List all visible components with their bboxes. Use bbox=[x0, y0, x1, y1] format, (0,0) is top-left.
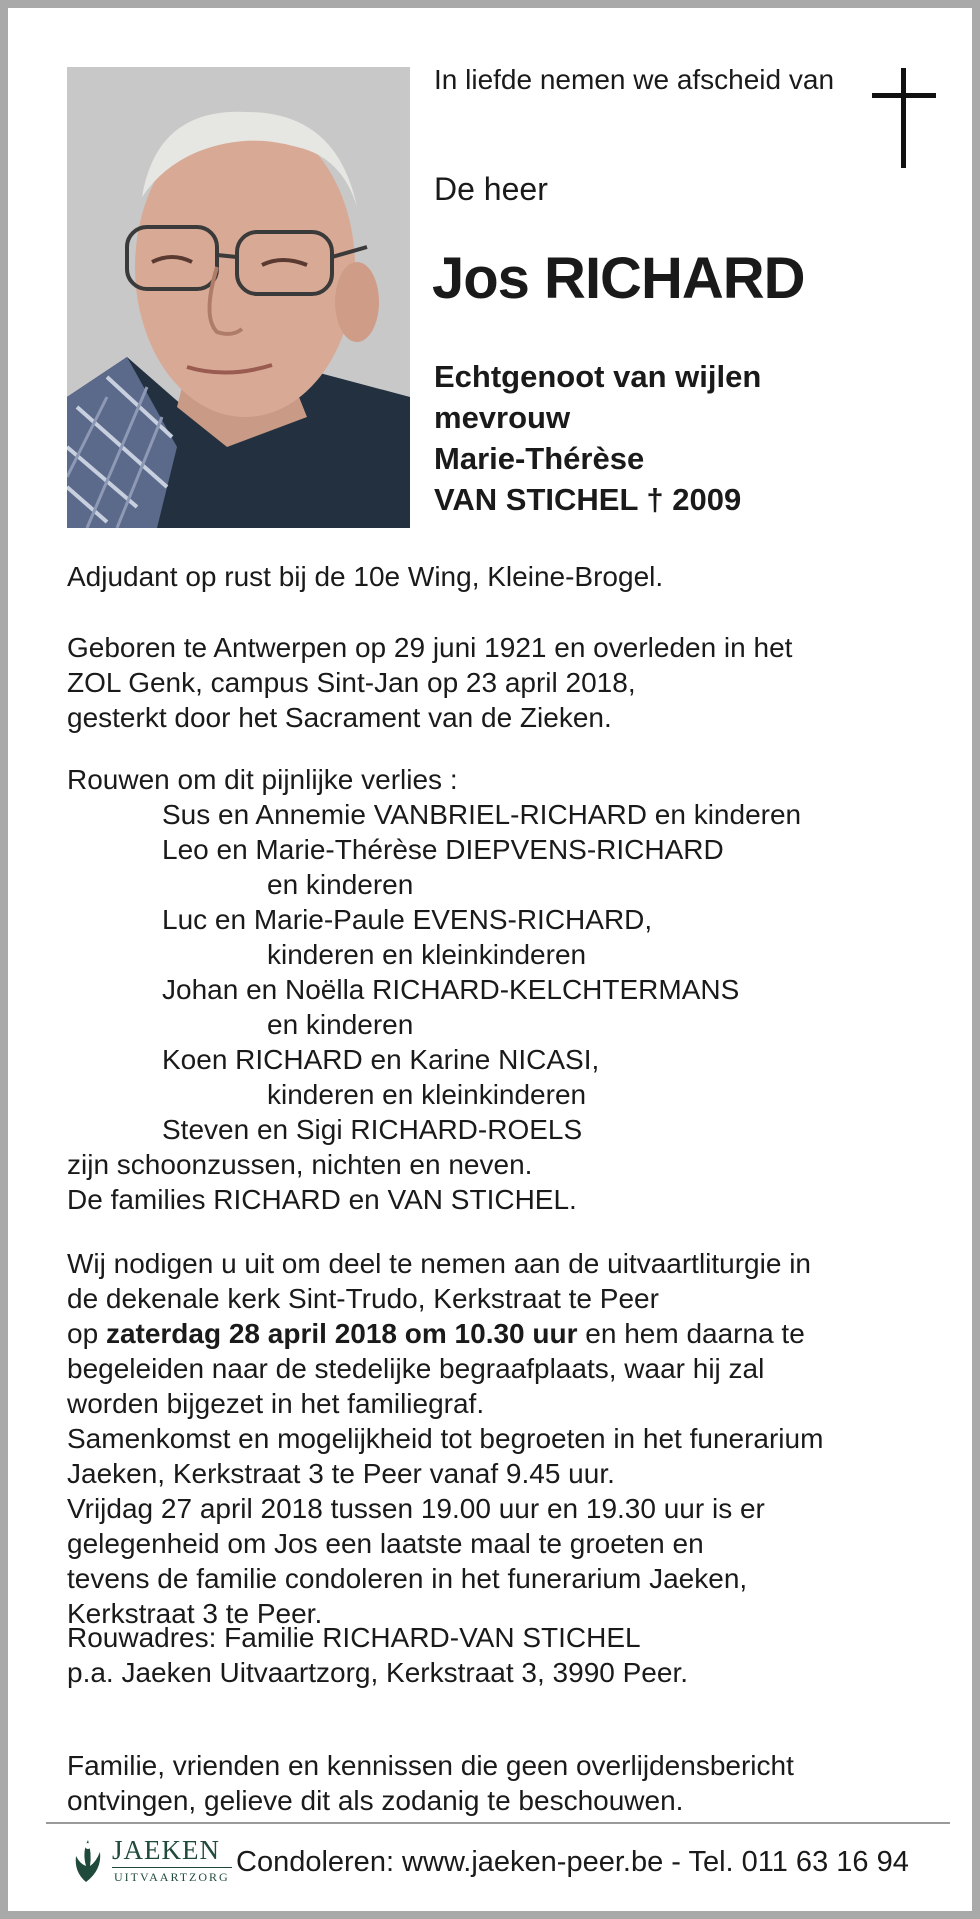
logo-subtitle: UITVAARTZORG bbox=[114, 1870, 230, 1884]
text-line: worden bijgezet in het familiegraf. bbox=[67, 1388, 485, 1419]
text-line: ontvingen, gelieve dit als zodanig te beschouwen. bbox=[67, 1785, 684, 1816]
spouse-line: Marie-Thérèse bbox=[434, 441, 645, 476]
text-line: Samenkomst en mogelijkheid tot begroeten in het funerarium bbox=[67, 1423, 824, 1454]
text-line: Vrijdag 27 april 2018 tussen 19.00 uur en 19.30 uur is er bbox=[67, 1493, 765, 1524]
mourner-closing: De families RICHARD en VAN STICHEL. bbox=[67, 1184, 577, 1215]
closing-note bbox=[67, 1748, 947, 1818]
text-line: begeleiden naar de stedelijke begraafplaats, waar hij zal bbox=[67, 1353, 765, 1384]
intro-text: In liefde nemen we afscheid van bbox=[434, 64, 835, 95]
salutation: De heer bbox=[434, 171, 548, 207]
deceased-name: Jos RICHARD bbox=[432, 246, 805, 311]
text-line: Rouwadres: Familie RICHARD-VAN STICHEL bbox=[67, 1622, 641, 1653]
military-rank: Adjudant op rust bij de 10e Wing, Kleine-Brogel. bbox=[67, 561, 664, 592]
mourners-paragraph bbox=[67, 762, 947, 1217]
text-fragment: op bbox=[67, 1318, 99, 1349]
mourning-address bbox=[67, 1620, 947, 1690]
text-line: gesterkt door het Sacrament van de Zieken. bbox=[67, 702, 612, 733]
latin-cross-icon bbox=[872, 68, 936, 168]
text-line: ZOL Genk, campus Sint-Jan op 23 april 2018, bbox=[67, 667, 636, 698]
jaeken-logo bbox=[66, 1834, 236, 1890]
text-line: tevens de familie condoleren in het funerarium Jaeken, bbox=[67, 1563, 748, 1594]
dove-icon bbox=[66, 1838, 106, 1884]
mourner-line: kinderen en kleinkinderen bbox=[267, 1079, 587, 1110]
mourner-line: en kinderen bbox=[267, 1009, 414, 1040]
text-line: de dekenale kerk Sint-Trudo, Kerkstraat te Peer bbox=[67, 1283, 659, 1314]
text-line: Wij nodigen u uit om deel te nemen aan de uitvaartliturgie in bbox=[67, 1248, 811, 1279]
logo-divider bbox=[112, 1867, 232, 1868]
spouse-line: mevrouw bbox=[434, 400, 571, 435]
mourner-closing: zijn schoonzussen, nichten en neven. bbox=[67, 1149, 533, 1180]
birth-death-paragraph bbox=[67, 630, 947, 735]
text-line: gelegenheid om Jos een laatste maal te groeten en bbox=[67, 1528, 704, 1559]
mourner-line: kinderen en kleinkinderen bbox=[267, 939, 587, 970]
mourner-line: Steven en Sigi RICHARD-ROELS bbox=[162, 1114, 583, 1145]
mourner-line: Koen RICHARD en Karine NICASI, bbox=[162, 1044, 600, 1075]
funeral-date: zaterdag 28 april 2018 om 10.30 uur bbox=[105, 1318, 578, 1349]
funeral-date-line bbox=[67, 1316, 947, 1351]
text-line: Geboren te Antwerpen op 29 juni 1921 en overleden in het bbox=[67, 632, 793, 663]
mourners-heading: Rouwen om dit pijnlijke verlies : bbox=[67, 764, 458, 795]
spouse-line: VAN STICHEL † 2009 bbox=[434, 482, 742, 517]
portrait-photo bbox=[67, 67, 410, 528]
text-line: p.a. Jaeken Uitvaartzorg, Kerkstraat 3, 3990 Peer. bbox=[67, 1657, 689, 1688]
funeral-paragraph bbox=[67, 1246, 947, 1631]
logo-name: JAEKEN bbox=[112, 1835, 220, 1865]
mourner-line: Sus en Annemie VANBRIEL-RICHARD en kinderen bbox=[162, 799, 802, 830]
text-line: Familie, vrienden en kennissen die geen overlijdensbericht bbox=[67, 1750, 794, 1781]
footer-divider bbox=[46, 1822, 950, 1824]
text-line: Kerkstraat 3 te Peer. bbox=[67, 1598, 323, 1629]
spouse-line: Echtgenoot van wijlen bbox=[434, 359, 762, 394]
mourner-line: Leo en Marie-Thérèse DIEPVENS-RICHARD bbox=[162, 834, 724, 865]
condolence-contact[interactable]: Condoleren: www.jaeken-peer.be - Tel. 011 63 16 94 bbox=[236, 1846, 909, 1878]
mourner-line: en kinderen bbox=[267, 869, 414, 900]
mourner-line: Luc en Marie-Paule EVENS-RICHARD, bbox=[162, 904, 653, 935]
text-fragment: en hem daarna te bbox=[585, 1318, 805, 1349]
mourner-line: Johan en Noëlla RICHARD-KELCHTERMANS bbox=[162, 974, 740, 1005]
spouse-block bbox=[434, 356, 761, 520]
text-line: Jaeken, Kerkstraat 3 te Peer vanaf 9.45 uur. bbox=[67, 1458, 615, 1489]
